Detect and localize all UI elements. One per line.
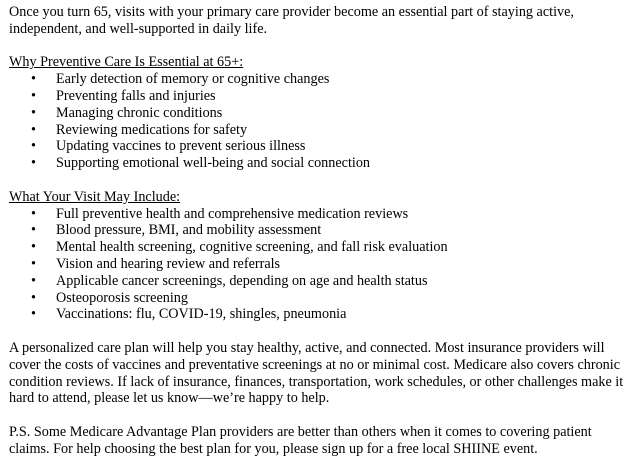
list-item [9,71,628,88]
list-item-text: Vision and hearing review and referrals [56,255,281,272]
list-item [9,105,628,122]
list-item [9,155,628,172]
bullet-icon: • [31,104,36,121]
list-item [9,256,628,273]
list-item-text: Supporting emotional well-being and social connection [56,155,371,172]
list-item-text: Reviewing medications for safety [56,121,248,138]
list-item [9,138,628,155]
list-item-text: Osteoporosis screening [56,289,188,306]
list-item-text: Preventing falls and injuries [56,87,216,104]
list-item-text: Full preventive health and comprehensive medication reviews [56,205,409,222]
bullet-icon: • [31,272,36,289]
list-item [9,290,628,307]
intro-paragraph: Once you turn 65, visits with your primary care provider become an essential part of staying active, independent, and well-supported in daily life. [9,4,574,37]
section2-list [9,206,628,324]
bullet-icon: • [31,205,36,222]
bullet-icon: • [31,239,36,256]
bullet-icon: • [31,289,36,306]
bullet-icon: • [31,222,36,239]
list-item-text: Updating vaccines to prevent serious illness [56,138,306,155]
spacer [9,323,628,340]
bullet-icon: • [31,255,36,272]
bullet-icon: • [31,121,36,138]
list-item-text: Vaccinations: flu, COVID-19, shingles, pneumonia [56,306,347,323]
spacer [9,407,628,424]
bullet-icon: • [31,87,36,104]
section2-heading: What Your Visit May Include: [9,188,181,205]
bullet-icon: • [31,155,36,172]
list-item [9,122,628,139]
care-plan-paragraph: A personalized care plan will help you stay healthy, active, and connected. Most insurance providers will cover the costs of vaccines and preventative screenings at no or minimal cost. Medicare also covers chronic condition reviews. If lack of insurance, finances, transportation, work schedules, or other challenges make it hard to attend, please let us know—we’re happy to help. [9,339,624,407]
list-item-text: Early detection of memory or cognitive changes [56,71,330,88]
list-item [9,222,628,239]
list-item-text: Mental health screening, cognitive screening, and fall risk evaluation [56,239,448,256]
list-item [9,239,628,256]
list-item [9,206,628,223]
bullet-icon: • [31,138,36,155]
list-item [9,273,628,290]
section1-list [9,71,628,172]
list-item [9,88,628,105]
spacer [9,172,628,189]
list-item [9,306,628,323]
postscript-paragraph: P.S. Some Medicare Advantage Plan providers are better than others when it comes to covering patient claims. For help choosing the best plan for you, please sign up for a free local SHIINE event. [9,423,592,457]
list-item-text: Blood pressure, BMI, and mobility assessment [56,222,322,239]
list-item-text: Managing chronic conditions [56,104,223,121]
bullet-icon: • [31,306,36,323]
spacer [9,38,628,55]
section1-heading: Why Preventive Care Is Essential at 65+: [9,54,244,71]
bullet-icon: • [31,71,36,88]
list-item-text: Applicable cancer screenings, depending on age and health status [56,272,428,289]
